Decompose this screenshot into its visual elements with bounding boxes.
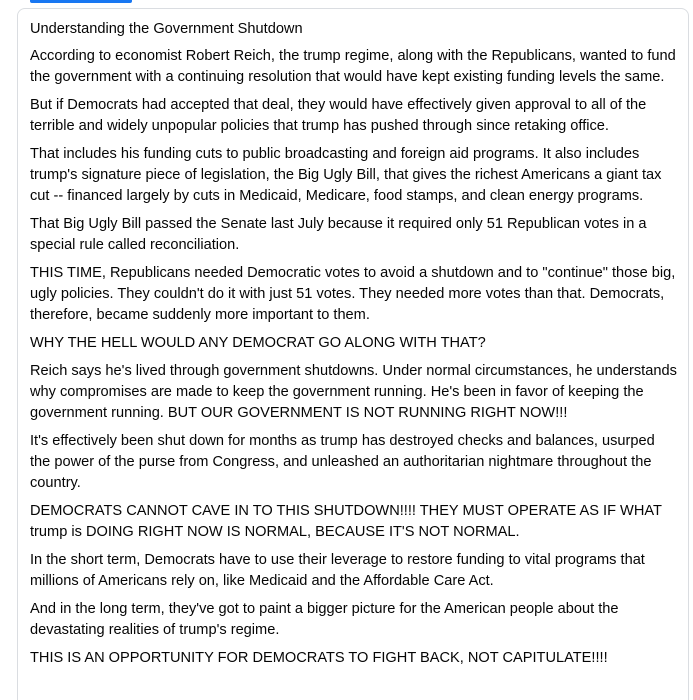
active-tab-indicator <box>30 0 132 3</box>
post-paragraph: That Big Ugly Bill passed the Senate last July because it required only 51 Republican votes in a special rule called reconciliation. <box>30 216 647 253</box>
post-paragraph: THIS TIME, Republicans needed Democratic votes to avoid a shutdown and to "continue" those big, ugly policies. They couldn't do it with just 51 votes. They needed more votes than that. Democrats, therefore, became suddenly more important to them. <box>30 265 676 323</box>
post-paragraph: And in the long term, they've got to paint a bigger picture for the American people about the devastating realities of trump's regime. <box>30 601 619 638</box>
post-paragraph: It's effectively been shut down for months as trump has destroyed checks and balances, usurped the power of the purse from Congress, and unleashed an authoritarian nightmare throughout the country. <box>30 433 655 491</box>
post-paragraph: According to economist Robert Reich, the trump regime, along with the Republicans, wanted to fund the government with a continuing resolution that would have kept existing funding levels the same. <box>30 48 676 85</box>
post-paragraph: Reich says he's lived through government shutdowns. Under normal circumstances, he understands why compromises are made to keep the government running. He's been in favor of keeping the government running. BUT OUR GOVERNMENT IS NOT RUNNING RIGHT NOW!!! <box>30 363 677 421</box>
post-paragraph: That includes his funding cuts to public broadcasting and foreign aid programs. It also includes trump's signature piece of legislation, the Big Ugly Bill, that gives the richest Americans a giant tax cut -- financed largely by cuts in Medicaid, Medicare, food stamps, and clean energy programs. <box>30 146 662 204</box>
post-paragraph: THIS IS AN OPPORTUNITY FOR DEMOCRATS TO FIGHT BACK, NOT CAPITULATE!!!! <box>30 650 608 666</box>
post-paragraph: But if Democrats had accepted that deal, they would have effectively given approval to all of the terrible and widely unpopular policies that trump has pushed through since retaking office. <box>30 97 647 134</box>
post-title: Understanding the Government Shutdown <box>30 21 303 37</box>
post-body <box>30 19 678 676</box>
post-paragraph: DEMOCRATS CANNOT CAVE IN TO THIS SHUTDOWN!!!! THEY MUST OPERATE AS IF WHAT trump is DOING RIGHT NOW IS NORMAL, BECAUSE IT'S NOT NORMAL. <box>30 503 662 540</box>
post-paragraph: In the short term, Democrats have to use their leverage to restore funding to vital programs that millions of Americans rely on, like Medicaid and the Affordable Care Act. <box>30 552 645 589</box>
post-paragraph: WHY THE HELL WOULD ANY DEMOCRAT GO ALONG WITH THAT? <box>30 335 486 351</box>
post-card <box>17 8 689 700</box>
